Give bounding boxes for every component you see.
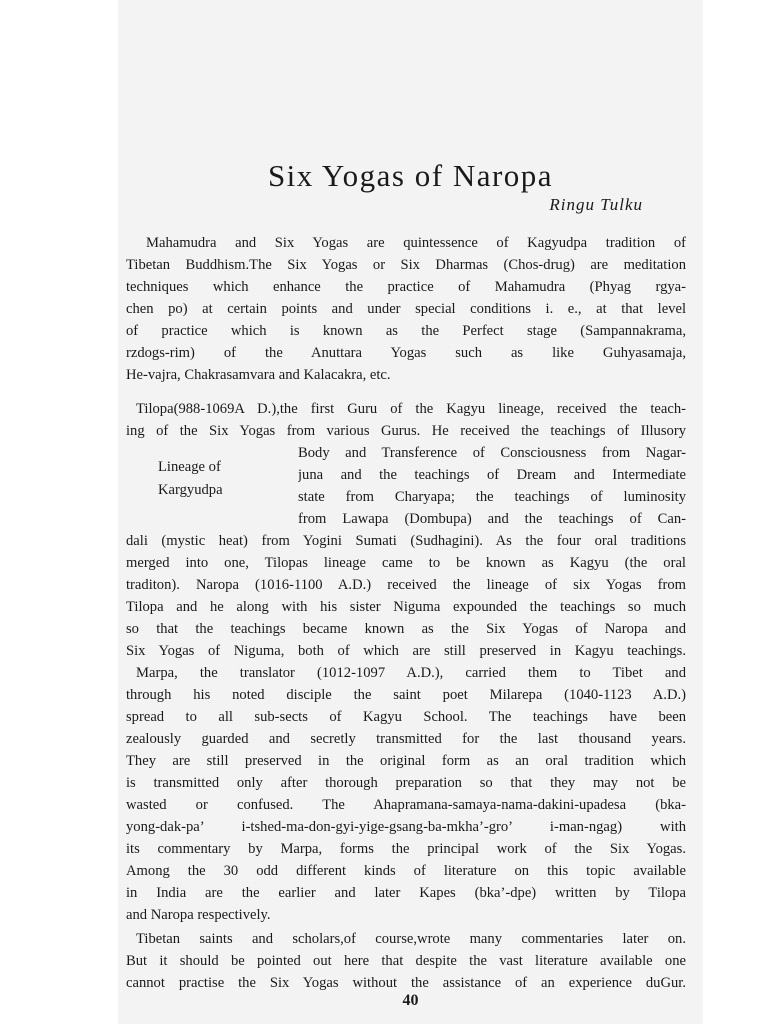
- text-line: Body and Transference of Consciousness from Nagar-: [298, 445, 686, 461]
- text-line: spread to all sub-sects of Kagyu School. The teachings have been: [126, 709, 686, 725]
- text-line: zealously guarded and secretly transmitted for the last thousand years.: [126, 731, 686, 747]
- text-line: Tibetan Buddhism.The Six Yogas or Six Dharmas (Chos-drug) are meditation: [126, 257, 686, 273]
- text-line: through his noted disciple the saint poet Milarepa (1040-1123 A.D.): [126, 687, 686, 703]
- text-line: They are still preserved in the original form as an oral tradition which: [126, 753, 686, 769]
- text-line: Mahamudra and Six Yogas are quintessence of Kagyudpa tradition of: [146, 235, 686, 251]
- text-line: in India are the earlier and later Kapes (bka’-dpe) written by Tilopa: [126, 885, 686, 901]
- document-page: [118, 0, 703, 1024]
- page-number: 40: [402, 992, 419, 1009]
- text-line: Among the 30 odd different kinds of literature on this topic available: [126, 863, 686, 879]
- page-title: Six Yogas of Naropa: [267, 158, 554, 193]
- text-line: merged into one, Tilopas lineage came to be known as Kagyu (the oral: [126, 555, 686, 571]
- text-line: ing of the Six Yogas from various Gurus. He received the teachings of Illusory: [126, 423, 686, 439]
- text-line: dali (mystic heat) from Yogini Sumati (Sudhagini). As the four oral traditions: [126, 533, 686, 549]
- text-line: yong-dak-pa’ i-tshed-ma-don-gyi-yige-gsang-ba-mkha’-gro’ i-man-ngag) with: [126, 819, 686, 835]
- text-line: rzdogs-rim) of the Anuttara Yogas such as like Guhyasamaja,: [126, 345, 686, 361]
- text-line: state from Charyapa; the teachings of luminosity: [298, 489, 686, 505]
- text-line: Marpa, the translator (1012-1097 A.D.), carried them to Tibet and: [136, 665, 686, 681]
- side-heading-line-1: Lineage of: [158, 459, 221, 475]
- text-line: juna and the teachings of Dream and Intermediate: [298, 467, 686, 483]
- text-line: its commentary by Marpa, forms the principal work of the Six Yogas.: [126, 841, 686, 857]
- text-line: of practice which is known as the Perfect stage (Sampannakrama,: [126, 323, 686, 339]
- text-line: chen po) at certain points and under special conditions i. e., at that level: [126, 301, 686, 317]
- text-line: He-vajra, Chakrasamvara and Kalacakra, etc.: [126, 367, 391, 383]
- text-line: cannot practise the Six Yogas without the assistance of an experience duGur.: [126, 975, 686, 991]
- text-line: wasted or confused. The Ahapramana-samaya-nama-dakini-upadesa (bka-: [126, 797, 686, 813]
- text-line: But it should be pointed out here that despite the vast literature available one: [126, 953, 686, 969]
- text-line: Tibetan saints and scholars,of course,wrote many commentaries later on.: [136, 931, 686, 947]
- text-line: techniques which enhance the practice of Mahamudra (Phyag rgya-: [126, 279, 686, 295]
- text-line: from Lawapa (Dombupa) and the teachings of Can-: [298, 511, 686, 527]
- text-line: Six Yogas of Niguma, both of which are still preserved in Kagyu teachings.: [126, 643, 686, 659]
- side-heading-line-2: Kargyudpa: [158, 482, 223, 498]
- text-line: is transmitted only after thorough preparation so that they may not be: [126, 775, 686, 791]
- text-line: and Naropa respectively.: [126, 907, 271, 923]
- text-line: so that the teachings became known as the Six Yogas of Naropa and: [126, 621, 686, 637]
- text-line: traditon). Naropa (1016-1100 A.D.) received the lineage of six Yogas from: [126, 577, 686, 593]
- text-line: Tilopa and he along with his sister Niguma expounded the teachings so much: [126, 599, 686, 615]
- text-line: Tilopa(988-1069A D.),the first Guru of the Kagyu lineage, received the teach-: [136, 401, 686, 417]
- author-name: Ringu Tulku: [549, 195, 643, 214]
